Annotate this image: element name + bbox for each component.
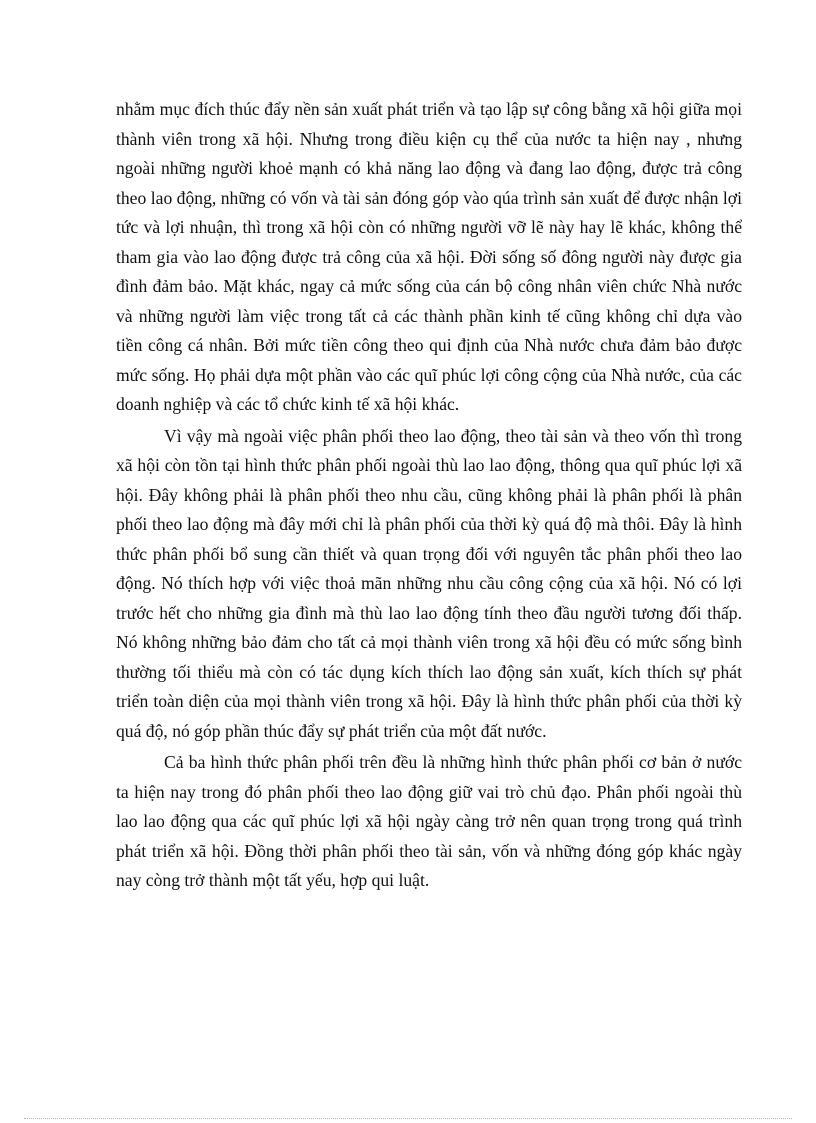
- paragraph-2: Vì vậy mà ngoài việc phân phối theo lao động, theo tài sản và theo vốn thì trong xã hội còn tồn tại hình thức phân phối ngoài thù lao lao động, thông qua quĩ phúc lợi xã hội. Đây không phải là phân phối theo nhu cầu, cũng không phải là phân phối là phân phối theo lao động mà đây mới chỉ là phân phối của thời kỳ quá độ mà thôi. Đây là hình thức phân phối bổ sung cần thiết và quan trọng đối với nguyên tắc phân phối theo lao động. Nó thích hợp với việc thoả mãn những nhu cầu công cộng của xã hội. Nó có lợi trước hết cho những gia đình mà thù lao lao động tính theo đầu người tương đối thấp. Nó không những bảo đảm cho tất cả mọi thành viên trong xã hội đều có mức sống bình thường tối thiểu mà còn có tác dụng kích thích lao động sản xuất, kích thích sự phát triển toàn diện của mọi thành viên trong xã hội. Đây là hình thức phân phối của thời kỳ quá độ, nó góp phần thúc đẩy sự phát triển của một đất nước.: [116, 425, 742, 741]
- paragraph-3: Cả ba hình thức phân phối trên đều là những hình thức phân phối cơ bản ở nước ta hiện nay trong đó phân phối theo lao động giữ vai trò chủ đạo. Phân phối ngoài thù lao lao động qua các quĩ phúc lợi xã hội ngày càng trở nên quan trọng trong quá trình phát triển xã hội. Đồng thời phân phối theo tài sản, vốn và những đóng góp khác ngày nay còng trở thành một tất yếu, hợp qui luật.: [116, 752, 742, 890]
- paragraph-1: nhằm mục đích thúc đẩy nền sản xuất phát triển và tạo lập sự công bằng xã hội giữa mọi thành viên trong xã hội. Nhưng trong điều kiện cụ thể của nước ta hiện nay , nhưng ngoài những người khoẻ mạnh có khả năng lao động và đang lao động, được trả công theo lao động, những có vốn và tài sản đóng góp vào qúa trình sản xuất để được nhận lợi tức và lợi nhuận, thì trong xã hội còn có những người vỡ lẽ này hay lẽ khác, không thể tham gia vào lao động được trả công của xã hội. Đời sống số đông người này được gia đình đảm bảo. Mặt khác, ngay cả mức sống của cán bộ công nhân viên chức Nhà nước và những người làm việc trong tất cả các thành phần kinh tế cũng không chỉ dựa vào tiền công cá nhân. Bởi mức tiền công theo qui định của Nhà nước chưa đảm bảo được mức sống. Họ phải dựa một phần vào các quĩ phúc lợi công cộng của Nhà nước, của các doanh nghiệp và các tổ chức kinh tế xã hội khác.: [116, 99, 742, 414]
- document-body: [116, 95, 742, 896]
- page-bottom-rule: [24, 1118, 792, 1119]
